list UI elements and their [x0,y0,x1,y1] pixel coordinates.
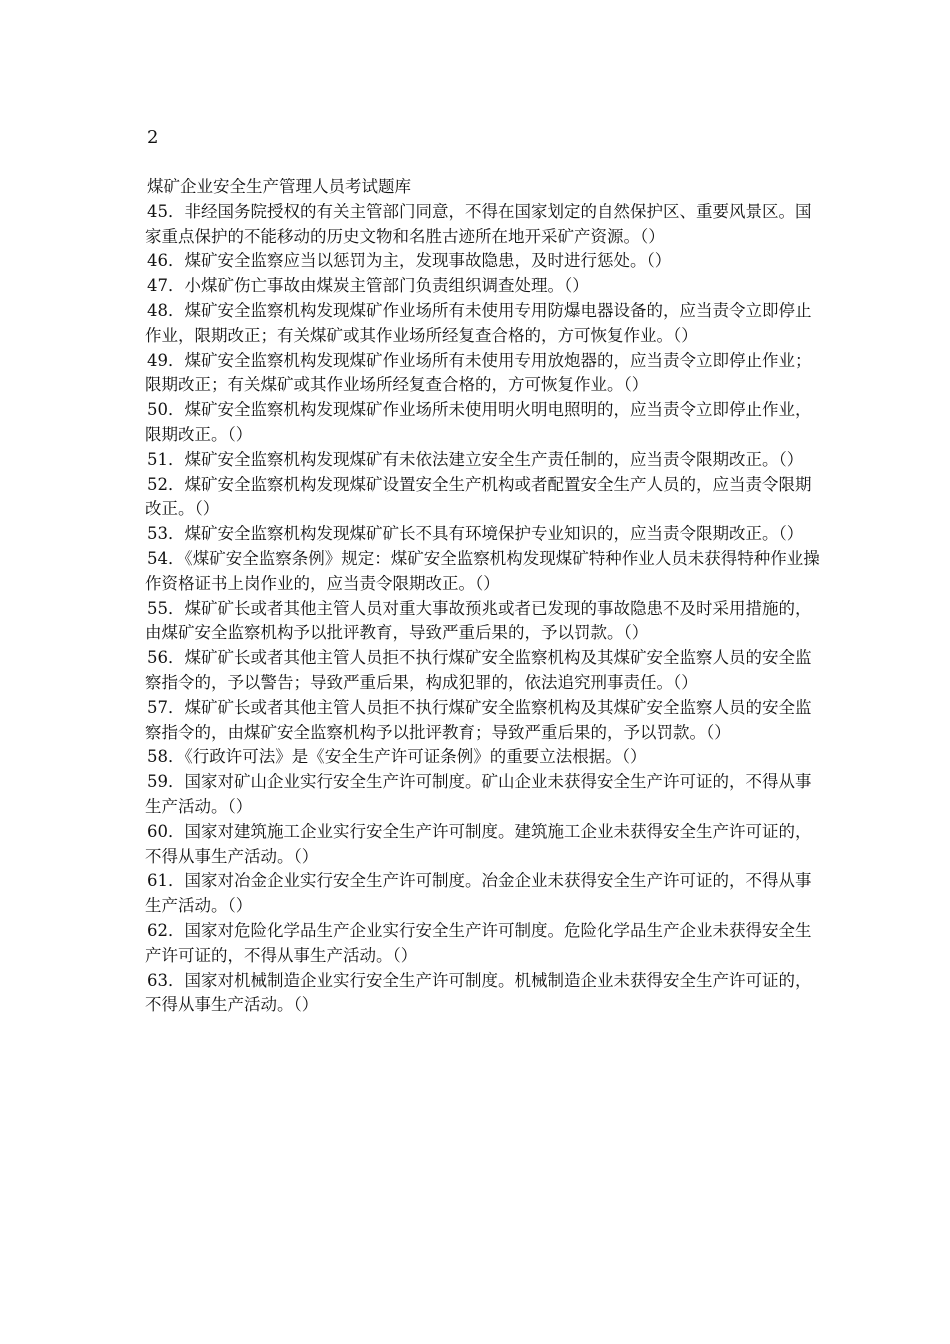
question-item [145,547,825,597]
question-number: 62． [147,920,185,940]
question-number: 56． [147,648,185,668]
question-item [145,820,825,870]
question-text: 煤矿安全监察机构发现煤矿有未依法建立安全生产责任制的，应当责令限期改正。（） [184,449,804,469]
question-number: 63． [147,970,185,990]
page-number: 2 [147,127,159,148]
question-number: 55． [147,598,185,618]
question-number: 53． [147,524,185,544]
question-item [145,869,825,919]
question-number: 47． [147,276,185,296]
question-item [145,696,825,746]
question-text: 《行政许可法》是《安全生产许可证条例》的重要立法根据。（） [184,747,647,767]
question-item [145,646,825,696]
question-text: 煤矿安全监察机构发现煤矿作业场所未使用明火明电照明的，应当责令立即停止作业，限期改正。（） [145,400,812,444]
question-text: 国家对冶金企业实行安全生产许可制度。冶金企业未获得安全生产许可证的，不得从事生产活动。（） [145,871,812,916]
question-item [145,274,825,299]
question-item [145,745,825,770]
question-text: 国家对机械制造企业实行安全生产许可制度。机械制造企业未获得安全生产许可证的，不得从事生产活动。（） [145,970,812,1015]
question-item [145,249,825,274]
question-number: 52． [147,474,185,494]
question-number: 59． [147,772,185,792]
question-number: 49． [147,350,185,370]
question-item [145,473,825,523]
question-text: 煤矿安全监察机构发现煤矿作业场所有未使用专用放炮器的，应当责令立即停止作业；限期改正；有关煤矿或其作业场所经复查合格的，方可恢复作业。（） [145,350,812,395]
question-text: 国家对矿山企业实行安全生产许可制度。矿山企业未获得安全生产许可证的，不得从事生产活动。（） [145,772,812,816]
question-item [145,299,825,349]
question-number: 48． [147,300,185,320]
question-text: 小煤矿伤亡事故由煤炭主管部门负责组织调查处理。（） [184,276,589,296]
question-text: 国家对危险化学品生产企业实行安全生产许可制度。危险化学品生产企业未获得安全生产许可证的，不得从事生产活动。（） [145,920,812,965]
question-number: 61． [147,871,185,891]
question-item [145,969,825,1019]
question-text: 非经国务院授权的有关主管部门同意，不得在国家划定的自然保护区、重要风景区。国家重点保护的不能移动的历史文物和名胜古迹所在地开采矿产资源。（） [145,201,812,246]
question-list [145,200,825,1018]
question-number: 54． [147,548,185,568]
question-item [145,448,825,473]
question-text: 《煤矿安全监察条例》规定：煤矿安全监察机构发现煤矿特种作业人员未获得特种作业操作资格证书上岗作业的，应当责令限期改正。（） [145,548,820,593]
question-number: 51． [147,449,185,469]
question-text: 煤矿矿长或者其他主管人员拒不执行煤矿安全监察机构及其煤矿安全监察人员的安全监察指令的，由煤矿安全监察机构予以批评教育；导致严重后果的，予以罚款。（） [145,697,812,742]
question-item [145,597,825,647]
question-item [145,522,825,547]
question-number: 50． [147,400,185,420]
question-number: 46． [147,251,185,271]
question-item [145,200,825,250]
question-text: 煤矿安全监察机构发现煤矿矿长不具有环境保护专业知识的，应当责令限期改正。（） [184,524,804,544]
document-body [145,175,825,1018]
question-text: 煤矿安全监察应当以惩罚为主，发现事故隐患，及时进行惩处。（） [184,251,672,271]
question-number: 57． [147,697,185,717]
question-number: 58． [147,747,185,767]
question-text: 国家对建筑施工企业实行安全生产许可制度。建筑施工企业未获得安全生产许可证的，不得从事生产活动。（） [145,821,812,866]
question-item [145,349,825,399]
document-title: 煤矿企业安全生产管理人员考试题库 [147,177,411,196]
question-number: 60． [147,821,185,841]
question-text: 煤矿矿长或者其他主管人员对重大事故预兆或者已发现的事故隐患不及时采用措施的，由煤矿安全监察机构予以批评教育，导致严重后果的，予以罚款。（） [145,598,812,643]
question-number: 45． [147,201,185,221]
question-item [145,398,825,448]
question-item [145,770,825,820]
question-text: 煤矿矿长或者其他主管人员拒不执行煤矿安全监察机构及其煤矿安全监察人员的安全监察指令的，予以警告；导致严重后果，构成犯罪的，依法追究刑事责任。（） [145,648,812,692]
question-item [145,919,825,969]
question-text: 煤矿安全监察机构发现煤矿设置安全生产机构或者配置安全生产人员的，应当责令限期改正。（） [145,474,812,519]
question-text: 煤矿安全监察机构发现煤矿作业场所有未使用专用防爆电器设备的，应当责令立即停止作业，限期改正；有关煤矿或其作业场所经复查合格的，方可恢复作业。（） [145,300,812,345]
